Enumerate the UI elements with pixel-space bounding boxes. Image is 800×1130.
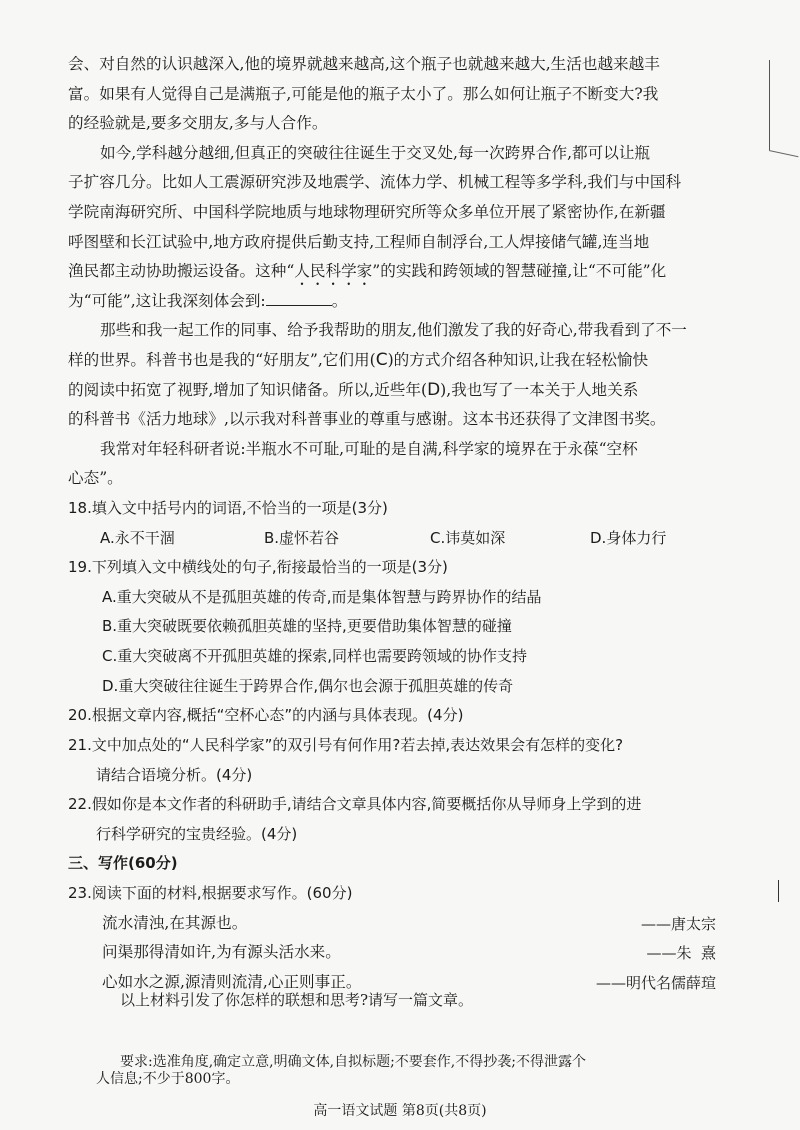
quote-source: ——唐太宗: [640, 914, 716, 933]
section-writing-heading: 三、写作(60分): [68, 854, 178, 873]
scan-edge-mark: [769, 60, 770, 150]
option-c: C.重大突破离不开孤胆英雄的探索,同样也需要跨领域的协作支持: [102, 647, 528, 666]
passage-text: 。: [331, 291, 348, 310]
passage-line: [68, 291, 748, 311]
quote-text: 问渠那得清如许,为有源头活水来。: [102, 943, 341, 962]
option-b: B.重大突破既要依赖孤胆英雄的坚持,更要借助集体智慧的碰撞: [102, 617, 512, 636]
passage-line: 呼图壁和长江试验中,地方政府提供后勤支持,工程师自制浮台,工人焊接储气罐,连当地: [68, 232, 650, 251]
question-19-stem: 19.下列填入文中横线处的句子,衔接最恰当的一项是(3分): [68, 558, 448, 577]
emphasized-quote: “人民科学家”: [286, 262, 381, 281]
passage-line: 心态”。: [68, 469, 123, 488]
passage-text: 渔民都主动协助搬运设备。这种: [68, 262, 287, 281]
passage-line: 那些和我一起工作的同事、给予我帮助的朋友,他们激发了我的好奇心,带我看到了不一: [100, 321, 687, 340]
scan-edge-mark: [778, 880, 779, 902]
option-d: D.身体力行: [590, 528, 667, 547]
passage-line: [68, 261, 748, 289]
option-a: A.重大突破从不是孤胆英雄的传奇,而是集体智慧与跨界协作的结晶: [102, 587, 542, 606]
handwritten-answer: C: [375, 350, 388, 371]
passage-line: [68, 380, 748, 400]
passage-line: 如今,学科越分越细,但真正的突破往往诞生于交叉处,每一次跨界合作,都可以让瓶: [100, 143, 651, 162]
passage-line: 的经验就是,要多交朋友,多与人合作。: [68, 114, 328, 133]
page-footer: 高一语文试题 第8页(共8页): [313, 1103, 487, 1119]
passage-line: 子扩容几分。比如人工震源研究涉及地震学、流体力学、机械工程等多学科,我们与中国科: [68, 173, 682, 192]
question-20: 20.根据文章内容,概括“空杯心态”的内涵与具体表现。(4分): [68, 706, 464, 725]
quote-source: ——朱 熹: [646, 944, 716, 963]
option-b: B.虚怀若谷: [264, 528, 340, 547]
writing-requirements-cont: 人信息;不少于800字。: [96, 1071, 240, 1087]
passage-text: ),我也写了一本关于人地关系: [440, 380, 639, 399]
passage-line: 的科普书《活力地球》,以示我对科普事业的尊重与感谢。这本书还获得了文津图书奖。: [68, 410, 666, 429]
quote-source: ——明代名儒薛瑄: [595, 973, 716, 992]
passage-line: 会、对自然的认识越深入,他的境界就越来越高,这个瓶子也就越来越大,生活也越来越丰: [68, 55, 660, 73]
question-21: 21.文中加点处的“人民科学家”的双引号有何作用?若去掉,表达效果会有怎样的变化?: [68, 735, 624, 754]
question-18-stem: 18.填入文中括号内的词语,不恰当的一项是(3分): [68, 499, 388, 518]
question-21-cont: 请结合语境分析。(4分): [96, 765, 253, 784]
quote-text: 流水清浊,在其源也。: [102, 913, 248, 932]
passage-text: )的方式介绍各种知识,让我在轻松愉快: [387, 351, 649, 370]
passage-text: 样的世界。科普书也是我的“好朋友”,它们用(: [68, 351, 376, 370]
question-22: 22.假如你是本文作者的科研助手,请结合文章具体内容,简要概括你从导师身上学到的进: [68, 795, 642, 814]
option-d: D.重大突破往往诞生于跨界合作,偶尔也会源于孤胆英雄的传奇: [102, 676, 514, 695]
option-a: A.永不干涸: [100, 528, 175, 547]
passage-text: 的实践和跨领域的智慧碰撞,让“不可能”化: [380, 262, 667, 281]
writing-prompt: 以上材料引发了你怎样的联想和思考?请写一篇文章。: [120, 990, 474, 1009]
fill-blank: [266, 291, 332, 306]
writing-requirements: 要求:选准角度,确定立意,明确文体,自拟标题;不要套作,不得抄袭;不得泄露个: [120, 1054, 586, 1070]
question-23-stem: 23.阅读下面的材料,根据要求写作。(60分): [68, 883, 353, 902]
passage-text: 为“可能”,这让我深刻体会到:: [68, 291, 266, 310]
passage-line: 富。如果有人觉得自己是满瓶子,可能是他的瓶子太小了。那么如何让瓶子不断变大?我: [68, 84, 659, 103]
handwritten-answer: D: [427, 379, 441, 400]
question-22-cont: 行科学研究的宝贵经验。(4分): [96, 824, 298, 843]
passage-text: 的阅读中拓宽了视野,增加了知识储备。所以,近些年(: [68, 380, 428, 399]
question-18-options: [100, 528, 720, 548]
passage-line: 我常对年轻科研者说:半瓶水不可耻,可耻的是自满,科学家的境界在于永葆“空杯: [100, 439, 638, 458]
option-c: C.讳莫如深: [430, 528, 506, 547]
quote-text: 心如水之源,源清则流清,心正则事正。: [102, 972, 362, 991]
passage-line: 学院南海研究所、中国科学院地质与地球物理研究所等众多单位开展了紧密协作,在新疆: [68, 203, 666, 222]
passage-line: [68, 350, 748, 370]
